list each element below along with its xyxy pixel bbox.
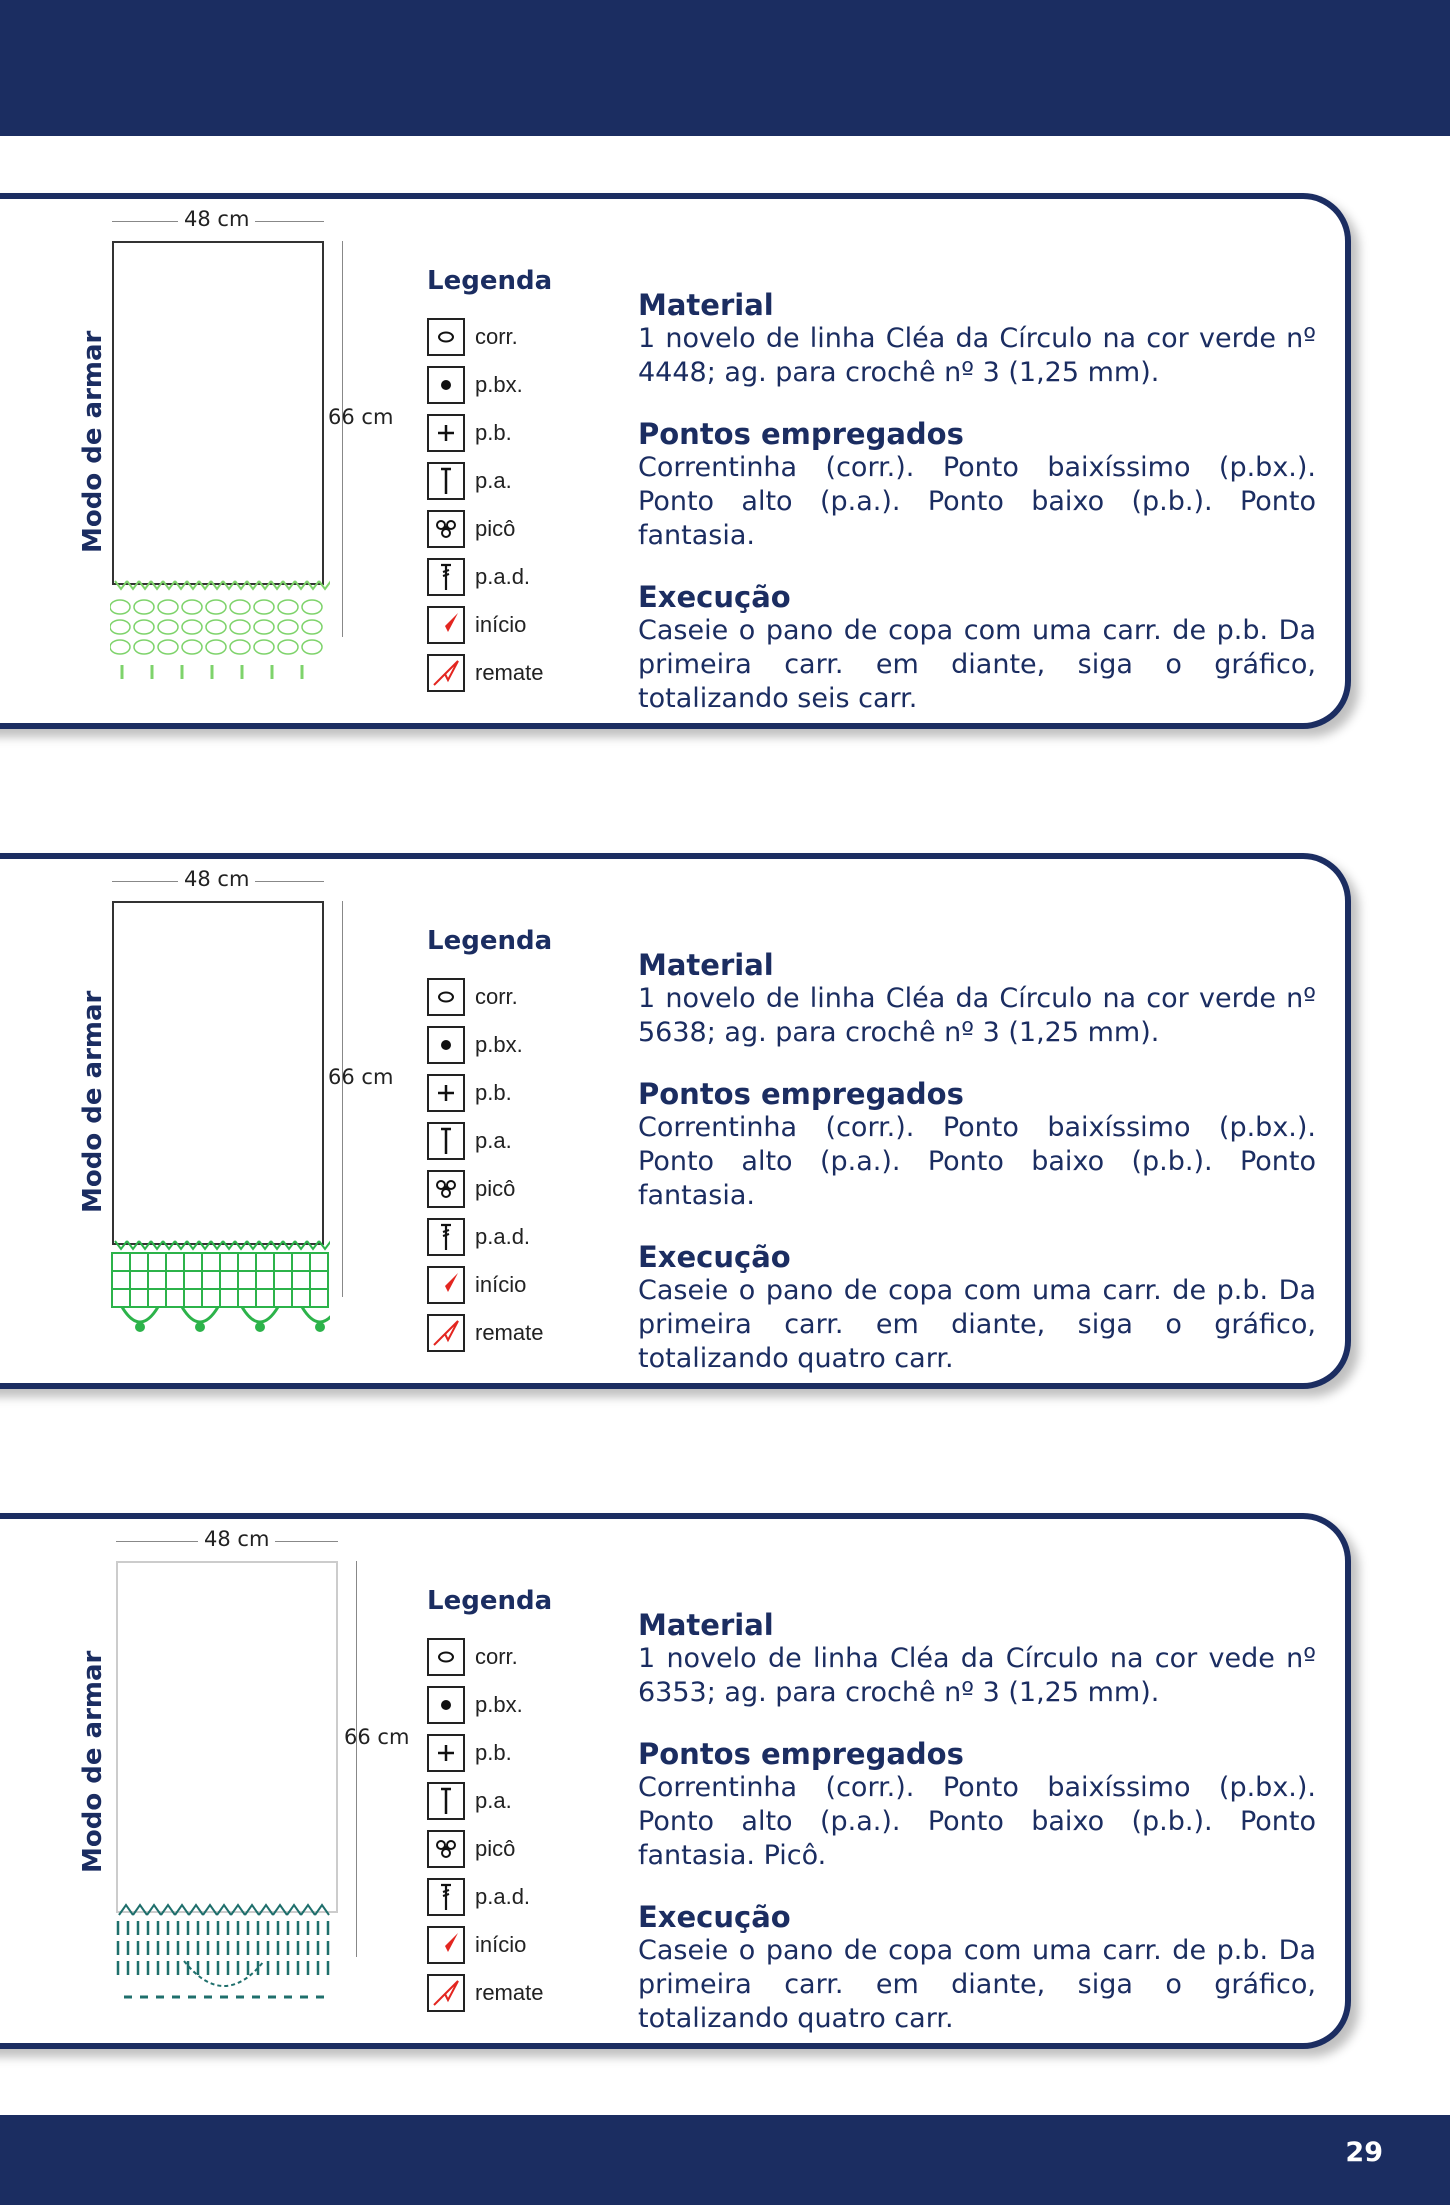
legend-item: [427, 459, 512, 503]
pattern-instructions: [638, 948, 1316, 1403]
tall-stitch-icon: [427, 1122, 465, 1160]
legend-item: [427, 975, 518, 1019]
legend-title: Legenda: [427, 266, 553, 296]
execucao-heading: Execução: [638, 1240, 791, 1274]
legend-item-label: corr.: [475, 984, 518, 1009]
start-arrow-icon: [427, 606, 465, 644]
plus-icon: [427, 414, 465, 452]
legend-item-label: p.b.: [475, 420, 512, 445]
execucao-heading: Execução: [638, 580, 791, 614]
legend-item: [427, 1683, 523, 1727]
legend-item-label: início: [475, 1932, 527, 1957]
legend-item: [427, 1635, 518, 1679]
material-text: 1 novelo de linha Cléa da Círculo na cor vede nº 6353; ag. para crochê nº 3 (1,25 mm).: [638, 1643, 1316, 1708]
legend-item-label: p.b.: [475, 1080, 512, 1105]
pontos-text: Correntinha (corr.). Ponto baixíssimo (p.bx.). Ponto alto (p.a.). Ponto baixo (p.b.). Ponto fantasia.: [638, 452, 1316, 551]
pattern-instructions: [638, 1608, 1316, 2063]
legend-item-label: p.a.: [475, 1128, 512, 1153]
legend-item-label: início: [475, 1272, 527, 1297]
legend-item: [427, 507, 515, 551]
legend-item: [427, 1023, 523, 1067]
pontos-text: Correntinha (corr.). Ponto baixíssimo (p.bx.). Ponto alto (p.a.). Ponto baixo (p.b.). Ponto fantasia.: [638, 1112, 1316, 1211]
legend-title: Legenda: [427, 1586, 553, 1616]
legend-item: [427, 1875, 530, 1919]
legend-item-label: p.bx.: [475, 372, 523, 397]
plus-icon: [427, 1734, 465, 1772]
crochet-trim: [110, 577, 330, 687]
material-text: 1 novelo de linha Cléa da Círculo na cor verde nº 4448; ag. para crochê nº 3 (1,25 mm).: [638, 323, 1316, 388]
legend-item-label: corr.: [475, 324, 518, 349]
modo-de-armar-label: Modo de armar: [78, 1650, 108, 1873]
pontos-heading: Pontos empregados: [638, 417, 964, 451]
circle-icon: [427, 318, 465, 356]
dot-icon: [427, 1026, 465, 1064]
height-label: 66 cm: [328, 1065, 394, 1089]
double-crochet-icon: [427, 1218, 465, 1256]
legend-item-label: p.a.: [475, 1788, 512, 1813]
double-crochet-icon: [427, 558, 465, 596]
width-label: 48 cm: [178, 867, 255, 891]
modo-de-armar-label: Modo de armar: [78, 990, 108, 1213]
dot-icon: [427, 366, 465, 404]
legend-item: [427, 1779, 512, 1823]
start-arrow-icon: [427, 1266, 465, 1304]
pattern-instructions: [638, 288, 1316, 743]
start-arrow-icon: [427, 1926, 465, 1964]
material-text: 1 novelo de linha Cléa da Círculo na cor verde nº 5638; ag. para crochê nº 3 (1,25 mm).: [638, 983, 1316, 1048]
legend-item-label: p.bx.: [475, 1032, 523, 1057]
pontos-text: Correntinha (corr.). Ponto baixíssimo (p.bx.). Ponto alto (p.a.). Ponto baixo (p.b.). Ponto fantasia. Picô.: [638, 1772, 1316, 1871]
finish-arrow-icon: [427, 1314, 465, 1352]
pontos-heading: Pontos empregados: [638, 1737, 964, 1771]
height-dimension-line: [356, 1561, 357, 1957]
legend-item-label: remate: [475, 660, 544, 685]
width-label: 48 cm: [198, 1527, 275, 1551]
legend-item: [427, 603, 526, 647]
pontos-heading: Pontos empregados: [638, 1077, 964, 1111]
material-heading: Material: [638, 948, 774, 982]
legend-item-label: p.a.d.: [475, 564, 531, 589]
legend-item: [427, 1827, 515, 1871]
modo-de-armar-label: Modo de armar: [78, 330, 108, 553]
legend-item: [427, 555, 530, 599]
legend-item: [427, 315, 518, 359]
legend-item: [427, 1215, 530, 1259]
legend-item-label: p.a.: [475, 468, 512, 493]
legend-item-label: início: [475, 612, 527, 637]
legend-item: [427, 1731, 512, 1775]
legend-item: [427, 1167, 515, 1211]
legend-item: [427, 1923, 526, 1967]
crochet-trim-chart: [110, 1237, 330, 1347]
execucao-text: Caseie o pano de copa com uma carr. de p.b. Da primeira carr. em diante, siga o gráfico, totalizando quatro carr.: [638, 1935, 1316, 2034]
legend-item: [427, 1071, 512, 1115]
legend-item-label: p.a.d.: [475, 1884, 531, 1909]
legend-item: [427, 1119, 512, 1163]
legend-item-label: p.b.: [475, 1740, 512, 1765]
legend-title: Legenda: [427, 926, 553, 956]
legend-item-label: remate: [475, 1980, 544, 2005]
legend-item: [427, 363, 523, 407]
dot-icon: [427, 1686, 465, 1724]
height-label: 66 cm: [328, 405, 394, 429]
page-number: 29: [1345, 2137, 1383, 2168]
legend-item-label: p.a.d.: [475, 1224, 531, 1249]
legend-item-label: picô: [475, 1836, 516, 1861]
circle-icon: [427, 1638, 465, 1676]
crochet-trim: [110, 1237, 330, 1347]
execucao-text: Caseie o pano de copa com uma carr. de p.b. Da primeira carr. em diante, siga o gráfico, totalizando seis carr.: [638, 615, 1316, 714]
crochet-trim-chart: [114, 1901, 334, 2011]
material-heading: Material: [638, 1608, 774, 1642]
legend-item-label: picô: [475, 516, 516, 541]
finish-arrow-icon: [427, 1974, 465, 2012]
height-dimension-line: [342, 901, 343, 1297]
plus-icon: [427, 1074, 465, 1112]
picot-icon: [427, 1830, 465, 1868]
legend-item: [427, 411, 512, 455]
crochet-trim-chart: [110, 577, 330, 687]
legend-item: [427, 1263, 526, 1307]
execucao-text: Caseie o pano de copa com uma carr. de p.b. Da primeira carr. em diante, siga o gráfico, totalizando quatro carr.: [638, 1275, 1316, 1374]
picot-icon: [427, 510, 465, 548]
tall-stitch-icon: [427, 462, 465, 500]
towel-outline: [112, 241, 324, 585]
legend-item: [427, 651, 543, 695]
legend-item: [427, 1971, 543, 2015]
double-crochet-icon: [427, 1878, 465, 1916]
crochet-trim: [114, 1901, 334, 2011]
picot-icon: [427, 1170, 465, 1208]
legend-item-label: remate: [475, 1320, 544, 1345]
towel-outline: [112, 901, 324, 1245]
towel-outline: [116, 1561, 338, 1913]
legend-item-label: corr.: [475, 1644, 518, 1669]
legend-item: [427, 1311, 543, 1355]
legend-item-label: picô: [475, 1176, 516, 1201]
circle-icon: [427, 978, 465, 1016]
finish-arrow-icon: [427, 654, 465, 692]
legend-item-label: p.bx.: [475, 1692, 523, 1717]
header-bar: [0, 0, 1450, 136]
execucao-heading: Execução: [638, 1900, 791, 1934]
footer-bar: [0, 2115, 1450, 2205]
height-dimension-line: [342, 241, 343, 637]
width-label: 48 cm: [178, 207, 255, 231]
material-heading: Material: [638, 288, 774, 322]
tall-stitch-icon: [427, 1782, 465, 1820]
height-label: 66 cm: [344, 1725, 410, 1749]
